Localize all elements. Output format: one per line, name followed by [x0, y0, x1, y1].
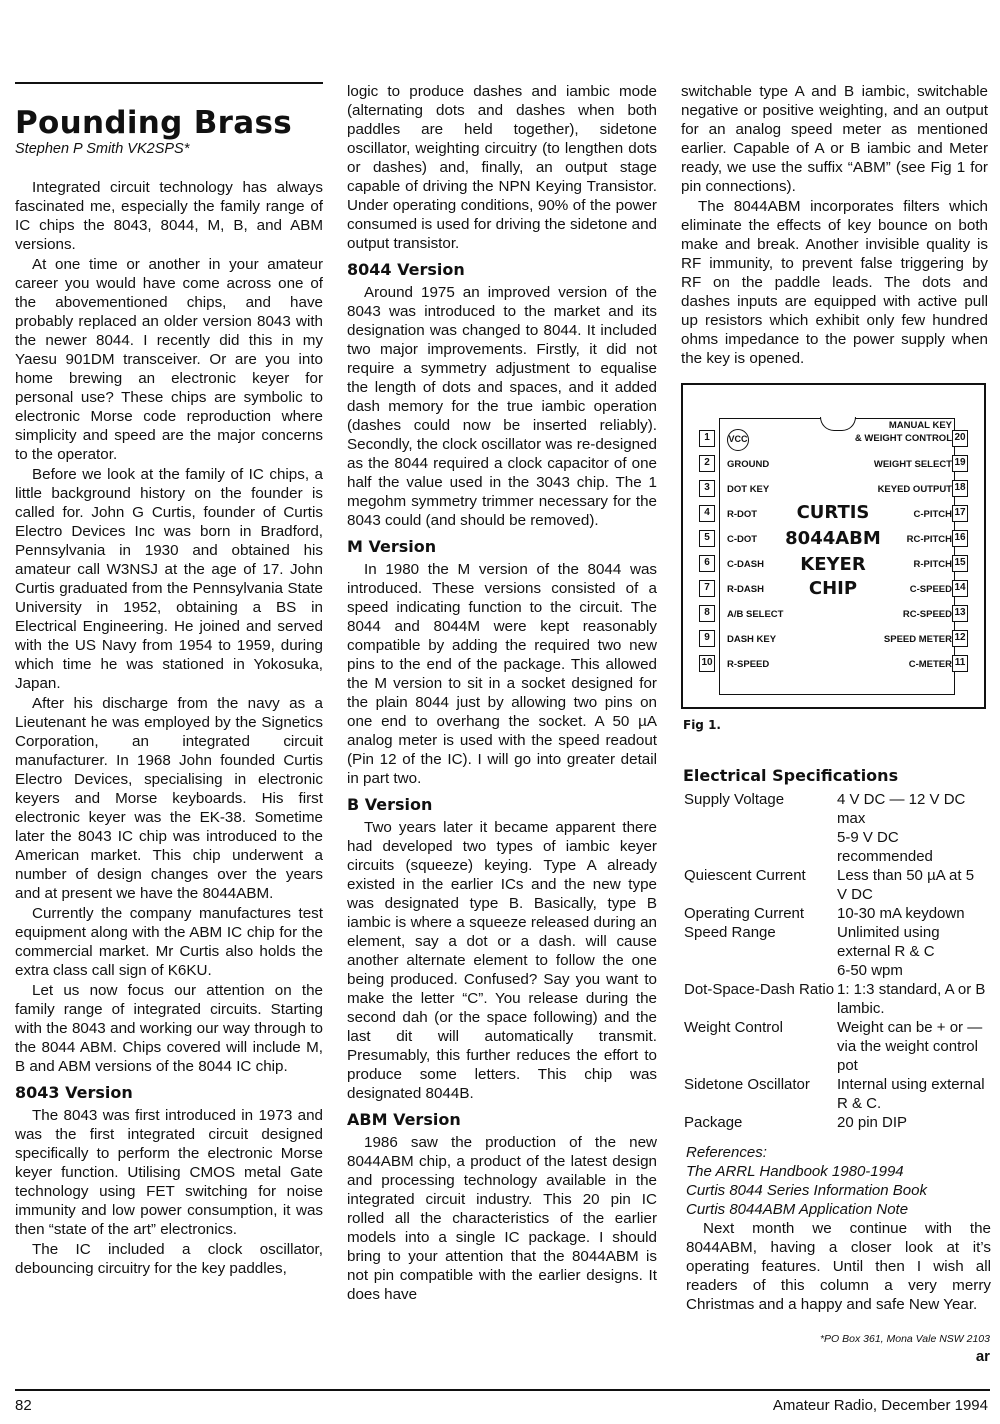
pin-6: 6: [699, 555, 715, 572]
spec-value: 10-30 mA keydown: [837, 905, 965, 922]
paragraph: 1986 saw the production of the new 8044ABM chip, a product of the latest design and processing technology available in the integrated circuit industry. This 20 pin IC rolled all the characteristics of the earlier models into a single IC package. I should bring to your attention that the 8044ABM is not pin compatible with the earlier designs. It does have: [347, 1134, 657, 1303]
reference-item: Curtis 8044 Series Information Book: [686, 1182, 927, 1199]
pin-14: 14: [952, 580, 968, 597]
byline: Stephen P Smith VK2SPS*: [15, 141, 190, 157]
spec-key: Operating Current: [684, 905, 805, 922]
pin-9: 9: [699, 630, 715, 647]
spec-row: [684, 1113, 988, 1132]
chip-name-line: 8044ABM: [785, 528, 881, 549]
paragraph: Let us now focus our attention on the family range of integrated circuits. Starting with the 8043 and working our way through to the 8044 ABM. Chips covered will include M, B and ABM versions of the 8044 IC chip.: [15, 982, 323, 1075]
spec-key: [684, 961, 837, 980]
spec-row: [684, 923, 988, 961]
spec-row: [684, 790, 988, 828]
pin-label: MANUAL KEY: [888, 420, 952, 431]
spec-key: Sidetone Oscillator: [684, 1076, 810, 1093]
spec-key: Dot-Space-Dash Ratio: [684, 981, 835, 998]
spec-value: Weight can be + or — via the weight control pot: [837, 1019, 983, 1074]
paragraph: At one time or another in your amateur career you would have come across one of the abovementioned chips, and have probably replaced an older version 8043 with the newer 8044. I recently did this in my Yaesu 901DM transceiver. Or are you into home brewing an electronic keyer for personal use? These chips are symbolic to electronic Morse code reproduction where simplicity and speed are the major concerns to the operator.: [15, 256, 323, 463]
paragraph: Two years later it became apparent there had developed two types of iambic keyer circuits (squeeze) keying. Type A already existed in the earlier ICs and the new type was designated type B. Basically, type B iambic is where a squeeze released during an element, say a dot or a dash. will cause another alternate element to follow the one being produced. Confused? Say you want to make the letter “C”. You release during the second dah (or the space following) and the last dit will automatically transmit. Presumably, this further reduces the effort to produce some letters. This chip was designated 8044B.: [347, 819, 657, 1102]
figure-caption: Fig 1.: [683, 718, 721, 732]
spec-value: 20 pin DIP: [837, 1114, 908, 1131]
pin-16: 16: [952, 530, 968, 547]
pin-label: DOT KEY: [727, 484, 770, 495]
pin-label: R-PITCH: [913, 559, 952, 570]
specs-table: [684, 790, 988, 1132]
pin-4: 4: [699, 505, 715, 522]
pin-12: 12: [952, 630, 968, 647]
spec-value: Less than 50 µA at 5 V DC: [837, 867, 975, 903]
section-heading-m: M Version: [347, 537, 437, 556]
paragraph: Before we look at the family of IC chips, a little background history on the founder is called for. John G Curtis, founder of Curtis Electro Devices Inc was born in Bradford, Pennsylvania in 1930 and obtained his amateur call W3NSJ at the age of 17. John Curtis graduated from the Pennsylvania State University in 1952, obtaining a BS in Electrical Engineering. He joined and served with the US Navy from 1954 to 1959, during which time he was stationed in Yokosuka, Japan.: [15, 466, 323, 692]
pin-label: RC-SPEED: [902, 609, 952, 620]
pin-7: 7: [699, 580, 715, 597]
column-1: [15, 82, 323, 1279]
pin-label: DASH KEY: [727, 634, 777, 645]
pin-19: 19: [952, 455, 968, 472]
pin-label: R-DASH: [727, 584, 764, 595]
chip-name-line: CHIP: [808, 578, 858, 599]
spec-key: Package: [684, 1114, 743, 1131]
specs-title: Electrical Specifications: [683, 766, 899, 785]
footer-rule: [15, 1389, 990, 1391]
reference-item: Curtis 8044ABM Application Note: [686, 1201, 909, 1218]
pin-label: C-DASH: [727, 559, 764, 570]
pin-label: SPEED METER: [883, 634, 952, 645]
pin-label: R-SPEED: [727, 659, 770, 670]
article-title: Pounding Brass: [15, 105, 292, 141]
chip-notch: [820, 417, 856, 431]
pin-label: R-DOT: [727, 509, 758, 520]
spec-key: Quiescent Current: [684, 867, 806, 884]
pin-label: C-PITCH: [913, 509, 952, 520]
paragraph: In 1980 the M version of the 8044 was introduced. These versions consisted of a speed indicating function to the circuit. The 8044 and 8044M were kept reasonably compatible by adding the required two new pins to the end of the package. This allowed the M version to sit in a socket designed for the plain 8044 just by allowing two pins on one end to overhang the socket. A 50 µA analog meter is used with the speed readout (Pin 12 of the IC). I will go into greater detail in part two.: [347, 561, 657, 787]
column-3: [681, 82, 988, 369]
reference-item: The ARRL Handbook 1980-1994: [686, 1163, 904, 1180]
pin-15: 15: [952, 555, 968, 572]
spec-key: Supply Voltage: [684, 791, 785, 808]
section-heading-abm: ABM Version: [347, 1110, 461, 1129]
chip-name-line: CURTIS: [796, 502, 870, 523]
spec-row: [684, 828, 988, 866]
paragraph: logic to produce dashes and iambic mode (alternating dots and dashes when both paddles are held together), sidetone oscillator, weighting circuitry (to lengthen dots or dashes) and, finally, an output stage capable of driving the NPN Keying Transistor. Under operating conditions, 90% of the power consumed is used for driving the sidetone and output transistor.: [347, 83, 657, 252]
pin-11: 11: [952, 655, 968, 672]
pin-1: 1: [699, 430, 715, 447]
chip-name-line: KEYER: [800, 554, 866, 575]
pin-13: 13: [952, 605, 968, 622]
pinout-figure: [681, 383, 986, 709]
spec-value: 4 V DC — 12 V DC max: [837, 791, 966, 827]
pin-label: WEIGHT SELECT: [873, 459, 952, 470]
pin-label: & WEIGHT CONTROL: [854, 433, 952, 444]
pin-20: 20: [952, 430, 968, 447]
end-mark: ar: [975, 1348, 990, 1365]
paragraph: Currently the company manufactures test equipment along with the ABM IC chip for the commercial market. Mr Curtis also holds the extra class call sign of K6KU.: [15, 905, 323, 979]
pin-3: 3: [699, 480, 715, 497]
spec-value: 6-50 wpm: [837, 962, 903, 979]
spec-row: [684, 961, 988, 980]
column-2: [347, 82, 657, 1305]
spec-row: [684, 1018, 988, 1075]
pin-5: 5: [699, 530, 715, 547]
spec-value: Unlimited using external R & C: [837, 924, 940, 960]
paragraph: The 8043 was first introduced in 1973 and was the first integrated circuit designed specifically to perform the electronic Morse keyer function. Utilising CMOS metal Gate technology using FET switching for noise immunity and low power consumption, it was then “state of the art” electronics.: [15, 1107, 323, 1238]
pin-8: 8: [699, 605, 715, 622]
section-heading-8044: 8044 Version: [347, 260, 465, 279]
references: [686, 1143, 991, 1219]
paragraph: The 8044ABM incorporates filters which eliminate the effects of key bounce on both make and break. Another invisible quality is RF immunity, to prevent false triggering by RF on the paddle leads. The dots and dashes inputs are equipped with active pull up resistors which exhibit only few hundred ohms impedance to the power supply when the key is opened.: [681, 198, 988, 367]
spec-key: [684, 828, 837, 866]
spec-value: 1: 1:3 standard, A or B lambic.: [837, 981, 986, 1017]
spec-row: [684, 1075, 988, 1113]
pin-label: C-SPEED: [909, 584, 952, 595]
pin-label: A/B SELECT: [727, 609, 784, 620]
spec-value: 5-9 V DC recommended: [837, 829, 933, 865]
spec-value: Internal using external R & C.: [837, 1076, 985, 1112]
pin-10: 10: [699, 655, 715, 672]
paragraph: Around 1975 an improved version of the 8043 was introduced to the market and its designation was changed to 8044. It included two major improvements. Firstly, it did not require a symmetry adjustment to equalise the length of dots and spaces, and it added dash memory for the true iambic operation (dashes could now be inserted reliably). Secondly, the clock oscillator was re-designed as the 8044 required a clock capacitor of one half the value used in the 3043 chip. The 1 megohm symmetry trimmer necessary for the 8043 could (and should be removed).: [347, 284, 657, 529]
closing-paragraph: Next month we continue with the 8044ABM, having a closer look at it’s operating features. Until then I wish all readers of this column a very merry Christmas and a happy and safe New Year.: [686, 1220, 991, 1313]
pin-label: C-METER: [908, 659, 952, 670]
page-number: 82: [15, 1397, 32, 1414]
spec-row: [684, 866, 988, 904]
spec-key: Speed Range: [684, 924, 776, 941]
pin-label: RC-PITCH: [906, 534, 952, 545]
spec-row: [684, 904, 988, 923]
author-address: *PO Box 361, Mona Vale NSW 2103: [819, 1333, 990, 1345]
references-heading: References:: [686, 1144, 767, 1161]
pin-label: KEYED OUTPUT: [877, 484, 952, 495]
pin-18: 18: [952, 480, 968, 497]
vcc-label: VCC: [727, 429, 749, 451]
pin-label: C-DOT: [727, 534, 758, 545]
section-heading-8043: 8043 Version: [15, 1083, 133, 1102]
paragraph: Integrated circuit technology has always fascinated me, especially the family range of IC chips the 8043, 8044, M, B, and ABM versions.: [15, 179, 323, 253]
spec-row: [684, 980, 988, 1018]
pin-label: GROUND: [727, 459, 770, 470]
section-heading-b: B Version: [347, 795, 433, 814]
publication-line: Amateur Radio, December 1994: [772, 1397, 988, 1414]
pin-2: 2: [699, 455, 715, 472]
spec-key: Weight Control: [684, 1019, 783, 1036]
paragraph: switchable type A and B iambic, switchable negative or positive weighting, and an output for an analog speed meter as mentioned earlier. Capable of A or B iambic and Meter ready, we use the suffix “ABM” (see Fig 1 for pin connections).: [681, 83, 988, 195]
pin-17: 17: [952, 505, 968, 522]
paragraph: The IC included a clock oscillator, debouncing circuitry for the key paddles,: [15, 1241, 323, 1277]
paragraph: After his discharge from the navy as a Lieutenant he was employed by the Signetics Corporation, an integrated circuit manufacturer. In 1968 John founded Curtis Electro Devices, specialising in electronic keyers and Morse keyboards. His first electronic keyer was the EK-38. Sometime later the 8043 IC chip was introduced to the American market. This chip underwent a number of design changes over the years and at present we have the 8044ABM.: [15, 695, 323, 902]
